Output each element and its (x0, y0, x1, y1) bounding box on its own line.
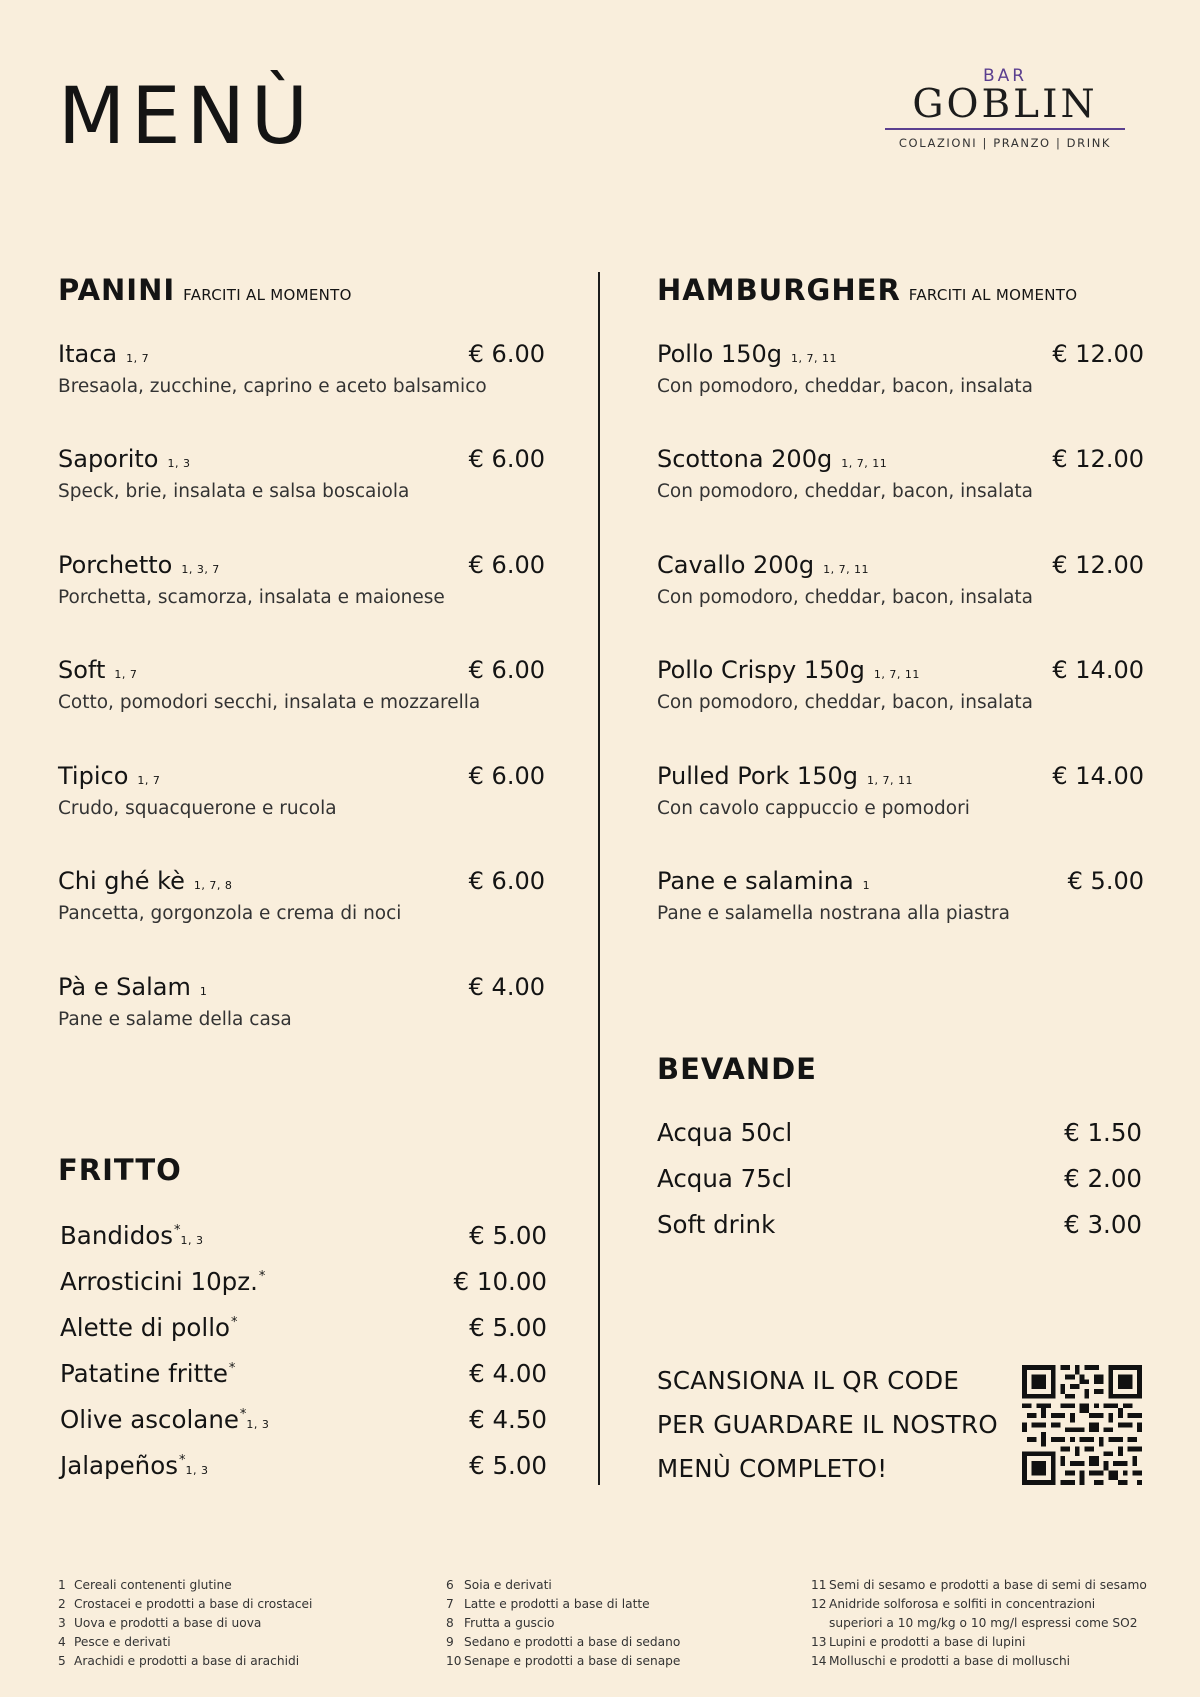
allergen-number: 6 (446, 1578, 454, 1592)
fritto-title: FRITTO (58, 1153, 182, 1187)
allergen-text: Crostacei e prodotti a base di crostacei (74, 1597, 313, 1611)
item-description: Pancetta, gorgonzola e crema di noci (58, 903, 402, 924)
bevande-title: BEVANDE (657, 1052, 817, 1086)
frozen-star: * (178, 1453, 186, 1468)
allergen-number: 11 (811, 1578, 827, 1592)
menu-item (657, 551, 1144, 608)
item-name: Pane e salamina (657, 867, 854, 895)
logo-rule (885, 128, 1125, 130)
allergen-legend-item (811, 1633, 1147, 1652)
menu-item (60, 1359, 547, 1405)
allergen-text: Uova e prodotti a base di uova (74, 1616, 262, 1630)
hamburgher-subtitle: FARCITI AL MOMENTO (908, 286, 1078, 304)
allergen-text: superiori a 10 mg/kg o 10 mg/l espressi come SO2 (829, 1616, 1138, 1630)
allergen-legend-item (446, 1652, 680, 1671)
menu-item (60, 1451, 547, 1497)
allergen-number: 8 (446, 1616, 454, 1630)
item-price: € 4.00 (468, 973, 545, 1001)
item-name: Bandidos (60, 1221, 174, 1250)
allergen-number: 10 (446, 1654, 462, 1668)
item-price: € 12.00 (1052, 340, 1144, 368)
item-price: € 2.00 (1064, 1164, 1142, 1193)
item-price: € 6.00 (468, 340, 545, 368)
frozen-star: * (231, 1315, 238, 1330)
bevande-heading (657, 1052, 817, 1086)
page-title: MENÙ (58, 72, 315, 162)
item-allergens: 1, 7, 11 (873, 668, 920, 681)
item-price: € 1.50 (1064, 1118, 1142, 1147)
allergen-text: Frutta a guscio (464, 1616, 555, 1630)
item-allergens: 1, 7, 11 (791, 352, 837, 365)
bevande-list (657, 1118, 1142, 1256)
item-name: Itaca (58, 340, 118, 368)
menu-item (657, 867, 1144, 924)
fritto-list (60, 1221, 547, 1497)
item-description: Crudo, squacquerone e rucola (58, 798, 337, 819)
menu-item (58, 445, 545, 502)
logo-tagline: COLAZIONI | PRANZO | DRINK (898, 135, 1112, 150)
item-description: Con pomodoro, cheddar, bacon, insalata (657, 692, 1034, 713)
item-price: € 6.00 (468, 551, 545, 579)
allergen-text: Cereali contenenti glutine (74, 1578, 232, 1592)
item-allergens: 1, 7, 11 (841, 457, 888, 470)
item-allergens: 1 (199, 985, 208, 998)
item-name: Olive ascolane (60, 1405, 239, 1434)
item-price: € 14.00 (1052, 762, 1144, 790)
item-allergens: 1, 3 (180, 1234, 204, 1247)
item-description: Con pomodoro, cheddar, bacon, insalata (657, 481, 1034, 502)
item-name: Arrosticini 10pz. (60, 1267, 258, 1296)
menu-item (657, 656, 1144, 713)
item-price: € 5.00 (469, 1313, 547, 1342)
menu-item (58, 656, 545, 713)
allergen-legend-item (446, 1614, 680, 1633)
qr-call-to-action (657, 1359, 998, 1491)
item-price: € 6.00 (468, 656, 545, 684)
menu-item (60, 1405, 547, 1451)
item-name: Pollo 150g (657, 340, 782, 368)
allergen-text: Lupini e prodotti a base di lupini (829, 1635, 1026, 1649)
item-allergens: 1, 3, 7 (181, 563, 220, 576)
menu-item (58, 973, 545, 1030)
menu-item (60, 1267, 547, 1313)
allergen-text: Semi di sesamo e prodotti a base di semi di sesamo (829, 1578, 1147, 1592)
item-description: Pane e salame della casa (58, 1009, 292, 1030)
frozen-star: * (174, 1223, 181, 1238)
frozen-star: * (258, 1269, 266, 1284)
allergen-number (811, 1614, 829, 1633)
item-description: Bresaola, zucchine, caprino e aceto balsamico (58, 376, 487, 397)
allergen-text: Arachidi e prodotti a base di arachidi (74, 1654, 300, 1668)
allergen-number: 1 (58, 1578, 66, 1592)
allergen-legend-item (58, 1633, 312, 1652)
bar-goblin-logo (885, 68, 1125, 150)
item-price: € 6.00 (468, 867, 545, 895)
allergen-legend-item (811, 1614, 1147, 1633)
item-name: Acqua 75cl (657, 1164, 793, 1193)
item-name-row (58, 445, 191, 473)
item-price: € 14.00 (1052, 656, 1144, 684)
allergen-text: Senape e prodotti a base di senape (464, 1654, 681, 1668)
allergen-legend-item (811, 1576, 1147, 1595)
logo-bar-text: BAR (982, 66, 1028, 86)
menu-item (58, 762, 545, 819)
item-price: € 6.00 (468, 445, 545, 473)
item-allergens: 1, 7, 8 (193, 879, 233, 892)
menu-item (657, 340, 1144, 397)
item-price: € 12.00 (1052, 445, 1144, 473)
item-allergens: 1, 7 (114, 668, 138, 681)
item-name: Pà e Salam (58, 973, 191, 1001)
menu-item (657, 1164, 1142, 1210)
item-description: Pane e salamella nostrana alla piastra (657, 903, 1010, 924)
item-name: Jalapeños (60, 1451, 178, 1480)
qr-code-icon[interactable] (1022, 1365, 1142, 1485)
allergen-text: Soia e derivati (464, 1578, 552, 1592)
item-name: Scottona 200g (657, 445, 833, 473)
qr-text-line: SCANSIONA IL QR CODE (657, 1366, 960, 1395)
item-name: Pollo Crispy 150g (657, 656, 865, 684)
item-name: Chi ghé kè (58, 867, 185, 895)
qr-text-line: PER GUARDARE IL NOSTRO (657, 1410, 998, 1439)
menu-item (657, 762, 1144, 819)
menu-item (60, 1313, 547, 1359)
allergen-legend-item (58, 1652, 312, 1671)
item-price: € 4.00 (469, 1359, 547, 1388)
item-description: Con pomodoro, cheddar, bacon, insalata (657, 587, 1034, 608)
hamburgher-heading (657, 273, 1077, 307)
hamburgher-title: HAMBURGHER (657, 273, 901, 307)
menu-item (58, 867, 545, 924)
item-description: Con pomodoro, cheddar, bacon, insalata (657, 376, 1034, 397)
allergen-number: 5 (58, 1654, 66, 1668)
allergen-text: Anidride solforosa e solfiti in concentrazioni (829, 1597, 1096, 1611)
item-price: € 5.00 (469, 1451, 547, 1480)
qr-text-line: MENÙ COMPLETO! (657, 1454, 888, 1483)
allergen-number: 7 (446, 1597, 454, 1611)
allergen-text: Molluschi e prodotti a base di molluschi (829, 1654, 1071, 1668)
item-description: Cotto, pomodori secchi, insalata e mozzarella (58, 692, 481, 713)
item-description: Con cavolo cappuccio e pomodori (657, 798, 970, 819)
allergen-legend-col-2 (446, 1576, 680, 1671)
allergen-legend-item (811, 1595, 1147, 1614)
item-name-row (58, 973, 207, 1001)
allergen-legend-item (446, 1576, 680, 1595)
item-allergens: 1, 3 (185, 1464, 209, 1477)
item-name: Cavallo 200g (657, 551, 815, 579)
allergen-number: 12 (811, 1597, 827, 1611)
item-name: Alette di pollo (60, 1313, 231, 1342)
panini-title: PANINI (58, 273, 176, 307)
menu-item (657, 1210, 1142, 1256)
item-price: € 5.00 (1067, 867, 1144, 895)
item-allergens: 1 (862, 879, 871, 892)
item-allergens: 1, 7 (126, 352, 150, 365)
item-allergens: 1, 7 (137, 774, 161, 787)
item-name: Porchetto (58, 551, 173, 579)
allergen-text: Latte e prodotti a base di latte (464, 1597, 650, 1611)
item-price: € 5.00 (469, 1221, 547, 1250)
item-name-row (58, 656, 137, 684)
item-price: € 4.50 (469, 1405, 547, 1434)
panini-heading (58, 273, 352, 307)
allergen-legend-item (58, 1576, 312, 1595)
allergen-text: Pesce e derivati (74, 1635, 171, 1649)
item-name: Acqua 50cl (657, 1118, 793, 1147)
item-name: Pulled Pork 150g (657, 762, 858, 790)
item-price: € 3.00 (1064, 1210, 1142, 1239)
allergen-legend-item (446, 1595, 680, 1614)
item-allergens: 1, 7, 11 (823, 563, 870, 576)
item-name: Saporito (58, 445, 159, 473)
allergen-number: 13 (811, 1635, 827, 1649)
item-name-row (58, 551, 220, 579)
item-price: € 10.00 (453, 1267, 547, 1296)
allergen-legend-item (58, 1614, 312, 1633)
allergen-legend-item (446, 1633, 680, 1652)
menu-item (60, 1221, 547, 1267)
allergen-legend-col-3 (811, 1576, 1147, 1671)
allergen-number: 4 (58, 1635, 66, 1649)
allergen-number: 9 (446, 1635, 454, 1649)
item-allergens: 1, 7, 11 (866, 774, 913, 787)
menu-item (657, 445, 1144, 502)
fritto-heading (58, 1153, 182, 1187)
item-allergens: 1, 3 (167, 457, 191, 470)
frozen-star: * (239, 1407, 247, 1422)
allergen-number: 2 (58, 1597, 66, 1611)
item-name: Soft (58, 656, 106, 684)
allergen-legend-item (58, 1595, 312, 1614)
menu-item (58, 340, 545, 397)
logo-name: GOBLIN (912, 82, 1098, 127)
allergen-number: 14 (811, 1654, 827, 1668)
allergen-text: Sedano e prodotti a base di sedano (464, 1635, 681, 1649)
panini-subtitle: FARCITI AL MOMENTO (183, 286, 352, 304)
item-name-row (58, 867, 232, 895)
item-name-row (58, 340, 149, 368)
allergen-number: 3 (58, 1616, 66, 1630)
item-price: € 6.00 (468, 762, 545, 790)
item-allergens: 1, 3 (246, 1418, 270, 1431)
item-name-row (58, 762, 160, 790)
menu-item (657, 1118, 1142, 1164)
item-name: Tipico (58, 762, 129, 790)
column-divider (598, 272, 600, 1485)
item-name: Soft drink (657, 1210, 776, 1239)
item-description: Speck, brie, insalata e salsa boscaiola (58, 481, 410, 502)
item-name: Patatine fritte (60, 1359, 228, 1388)
menu-item (58, 551, 545, 608)
frozen-star: * (228, 1361, 236, 1376)
allergen-legend-col-1 (58, 1576, 312, 1671)
allergen-legend-item (811, 1652, 1147, 1671)
item-price: € 12.00 (1052, 551, 1144, 579)
item-description: Porchetta, scamorza, insalata e maionese (58, 587, 445, 608)
